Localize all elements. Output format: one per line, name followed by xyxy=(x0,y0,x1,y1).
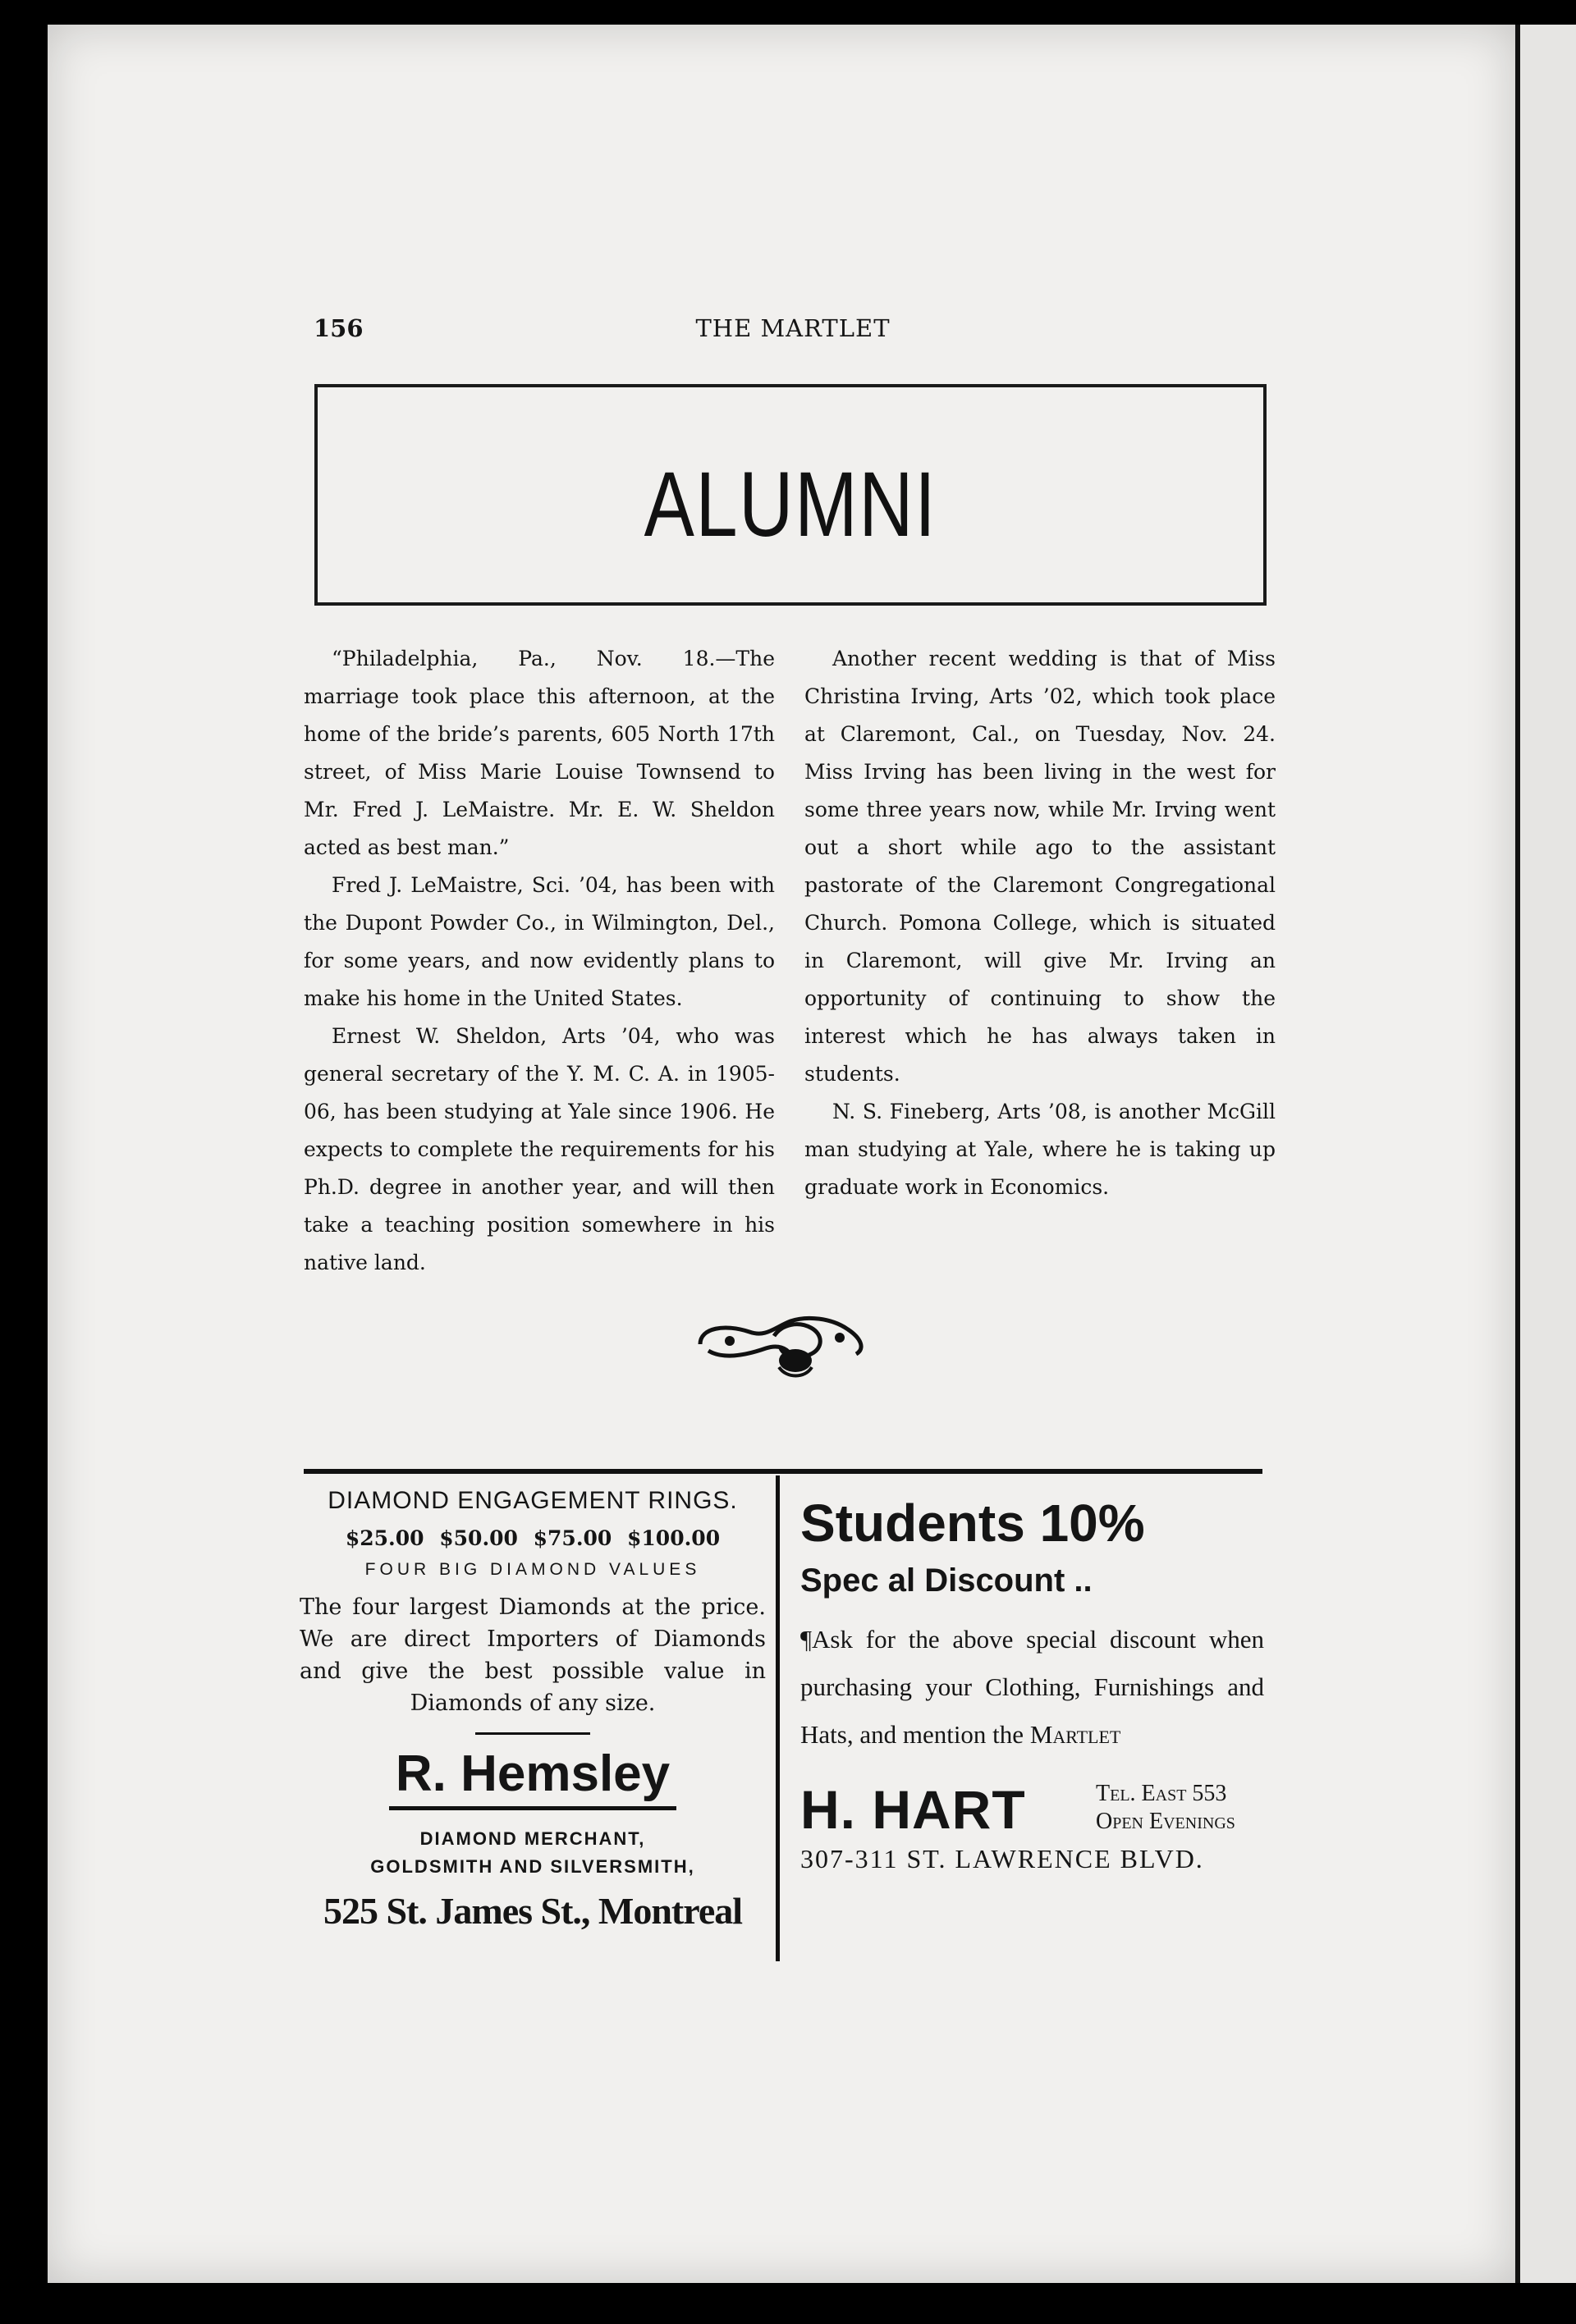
decorative-ornament-icon xyxy=(692,1303,873,1385)
telephone: Tel. East 553 xyxy=(1096,1781,1227,1806)
running-head: THE MARTLET xyxy=(695,314,891,342)
paragraph: Ernest W. Sheldon, Arts ’04, who was general secretary of the Y. M. C. A. in 1905-06, has been studying at Yale since 1906. He expects to complete the requirements for his Ph.D. degree in another year, and will then take a teaching position somewhere in his native land. xyxy=(304,1024,775,1274)
advert-subhead: Spec al Discount .. xyxy=(800,1562,1093,1599)
advert-body xyxy=(800,1616,1264,1759)
hemsley-advert xyxy=(300,1487,766,1933)
advert-headline: Students 10% xyxy=(800,1494,1145,1553)
advertiser-name: R. Hemsley xyxy=(389,1745,676,1810)
advert-body-text: Ask for the above special discount when purchasing your Clothing, Furnishings and Hats, and mention the xyxy=(800,1625,1264,1749)
merchant-name: H. HART xyxy=(800,1779,1026,1840)
advert-values-line: FOUR BIG DIAMOND VALUES xyxy=(364,1560,701,1579)
advert-heading: DIAMOND ENGAGEMENT RINGS. xyxy=(328,1487,738,1514)
merchant-address: 307-311 ST. LAWRENCE BLVD. xyxy=(800,1844,1204,1873)
facing-page-edge xyxy=(1515,25,1576,2283)
trade-line-2: GOLDSMITH AND SILVERSMITH, xyxy=(370,1856,695,1877)
page-sheet xyxy=(48,25,1515,2283)
advertiser-address: 525 St. James St., Montreal xyxy=(323,1890,743,1932)
advert-divider xyxy=(776,1475,780,1961)
opening-hours: Open Evenings xyxy=(1096,1809,1235,1834)
advert-top-rule xyxy=(304,1469,1262,1474)
advert-prices: $25.00 $50.00 $75.00 $100.00 xyxy=(345,1526,721,1550)
name-rule xyxy=(475,1732,590,1735)
advertiser-trade xyxy=(300,1825,766,1881)
merchant-contact xyxy=(1096,1780,1235,1836)
paragraph: Another recent wedding is that of Miss Christina Irving, Arts ’02, which took place at Claremont, Cal., on Tuesday, Nov. 24. Miss Irving has been living in the west for some three years now, while Mr. Irving went out a short while ago to the assistant pastorate of the Claremont Congregational Church. Pomona College, which is situated in Claremont, will give Mr. Irving an opportunity of continuing to show the interest which he has always taken in students. xyxy=(804,647,1276,1086)
trade-line-1: DIAMOND MERCHANT, xyxy=(419,1828,646,1849)
pilcrow-icon: ¶ xyxy=(800,1625,813,1654)
advert-blurb: The four largest Diamonds at the price. We are direct Importers of Diamonds and give the best possible value in Diamonds of any size. xyxy=(300,1594,766,1716)
hart-advert xyxy=(800,1494,1264,1874)
martlet-mention: Martlet xyxy=(1029,1720,1121,1749)
advert-footer xyxy=(800,1778,1264,1840)
article-column-right xyxy=(804,640,1276,1206)
page-number: 156 xyxy=(314,314,364,342)
article-column-left xyxy=(304,640,775,1282)
paragraph: “Philadelphia, Pa., Nov. 18.—The marriage took place this afternoon, at the home of the bride’s parents, 605 North 17th street, of Miss Marie Louise Townsend to Mr. Fred J. LeMaistre. Mr. E. W. Sheldon acted as best man.” xyxy=(304,647,775,859)
section-title-box xyxy=(314,384,1267,606)
paragraph: N. S. Fineberg, Arts ’08, is another McGill man studying at Yale, where he is taking up graduate work in Economics. xyxy=(804,1100,1276,1199)
section-title: ALUMNI xyxy=(644,453,937,556)
paragraph: Fred J. LeMaistre, Sci. ’04, has been with the Dupont Powder Co., in Wilmington, Del., for some years, and now evidently plans to make his home in the United States. xyxy=(304,873,775,1010)
